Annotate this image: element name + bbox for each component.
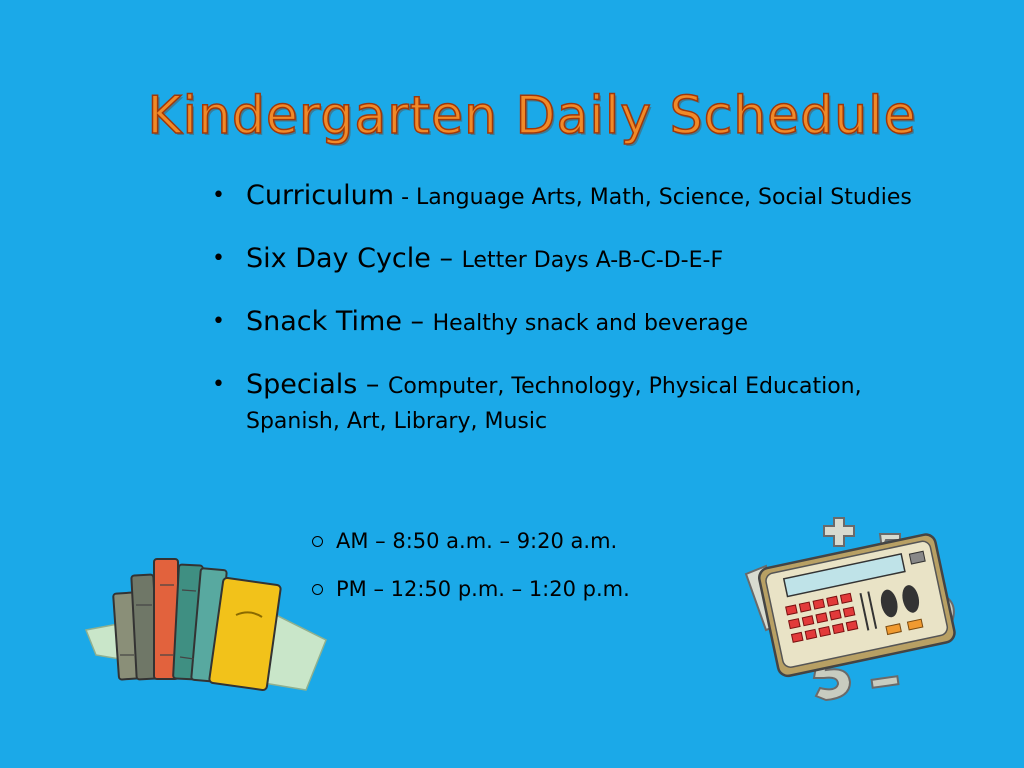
bullet-detail: - Language Arts, Math, Science, Social Studies [394,185,912,210]
bullet-head: Specials – [246,369,389,400]
calculator-clipart-icon [738,512,968,702]
bullet-detail: Healthy snack and beverage [432,311,749,336]
books-clipart-icon [76,545,332,695]
slide-title: Kindergarten Daily Schedule [147,86,917,146]
bullet-specials [212,367,952,439]
bullet-list [212,178,952,465]
bullet-snack-time [212,304,952,341]
specials-time-list [312,525,630,621]
bullet-dot-icon: • [212,246,225,271]
bullet-head: Curriculum [246,180,395,211]
sub-item-text: AM – 8:50 a.m. – 9:20 a.m. [336,529,618,553]
bullet-dot-icon: • [212,372,225,397]
bullet-six-day-cycle [212,241,952,278]
bullet-head: Snack Time – [246,306,433,337]
bullet-head: Six Day Cycle – [246,243,462,274]
sub-item-am [312,525,630,573]
bullet-dot-icon: • [212,309,225,334]
bullet-curriculum [212,178,952,215]
bullet-detail: Computer, Technology, Physical Education, Spanish, Art, Library, Music [246,374,862,434]
sub-item-text: PM – 12:50 p.m. – 1:20 p.m. [336,577,630,601]
bullet-detail: Letter Days A-B-C-D-E-F [461,248,724,273]
sub-item-pm [312,573,630,621]
bullet-dot-icon: • [212,183,225,208]
